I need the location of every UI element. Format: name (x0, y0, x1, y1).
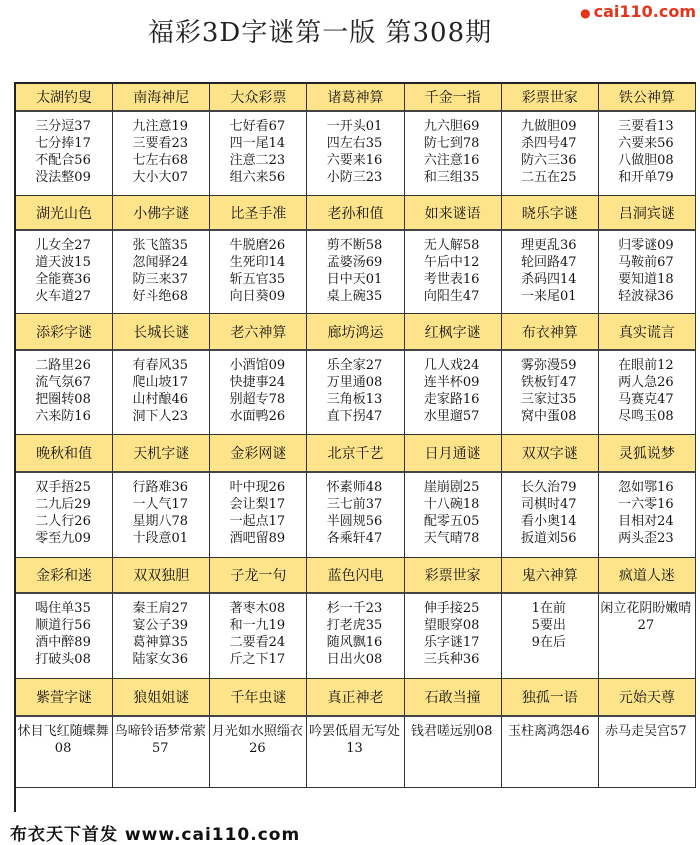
riddle-cell (599, 594, 696, 679)
riddle-line: 二人行26 (35, 514, 91, 529)
column-header: 老六神算 (210, 314, 307, 351)
riddle-line: 5要出 (531, 618, 566, 633)
riddle-cell (210, 231, 307, 314)
riddle-cell (405, 717, 502, 788)
riddle-line: 道天波15 (35, 255, 91, 270)
riddle-cell (16, 473, 113, 558)
riddle-cell (307, 473, 404, 558)
riddle-line: 酒吧留89 (229, 531, 286, 546)
site-logo-text: cai110.com (593, 2, 696, 21)
riddle-line: 午后中12 (423, 255, 480, 270)
riddle-line: 四一尾14 (229, 136, 286, 151)
riddle-line: 张飞篮35 (132, 238, 188, 253)
riddle-line: 著枣木08 (229, 601, 286, 616)
riddle-line: 水里遛57 (423, 409, 480, 424)
column-header: 布衣神算 (502, 314, 599, 351)
riddle-cell (502, 351, 599, 435)
riddle-cell (307, 351, 404, 435)
column-header: 长城长谜 (113, 314, 210, 351)
riddle-cell (113, 351, 210, 435)
riddle-line: 宴公子39 (132, 618, 188, 633)
riddle-cell (210, 473, 307, 558)
riddle-line: 会让梨17 (229, 497, 286, 512)
page-title: 福彩3D字谜第一版 第308期 (147, 18, 493, 48)
column-header: 红枫字谜 (405, 314, 502, 351)
riddle-line: 长久治79 (521, 480, 577, 495)
riddle-line: 不配合56 (35, 153, 91, 168)
riddle-cell (307, 231, 404, 314)
column-header: 真正神老 (307, 679, 404, 717)
column-header: 诸葛神算 (307, 84, 404, 112)
riddle-line: 十段意01 (132, 531, 188, 546)
riddle-cell (16, 112, 113, 196)
riddle-line: 雾弥漫59 (521, 358, 577, 373)
riddle-line: 理更乱36 (521, 238, 577, 253)
riddle-line: 崖崩剧25 (423, 480, 480, 495)
riddle-line: 零至九09 (35, 531, 91, 546)
riddle-line: 七分捧17 (35, 136, 91, 151)
riddle-cell (599, 351, 696, 435)
column-header: 铁公神算 (599, 84, 696, 112)
column-header: 太湖钓叟 (16, 84, 113, 112)
column-header: 独孤一语 (502, 679, 599, 717)
column-header: 双双字谜 (502, 435, 599, 473)
riddle-line: 一来尾01 (521, 289, 577, 304)
riddle-cell (599, 717, 696, 788)
riddle-cell (16, 594, 113, 679)
riddle-line: 万里通08 (326, 375, 383, 390)
riddle-cell (502, 717, 599, 788)
riddle-line: 三要看23 (132, 136, 188, 151)
column-header: 比圣手准 (210, 196, 307, 231)
riddle-line: 陆家女36 (132, 652, 188, 667)
riddle-cell (405, 112, 502, 196)
footer-credit: 布衣天下首发 www.cai110.com (10, 825, 301, 845)
column-header: 疯道人迷 (599, 558, 696, 594)
riddle-line: 扳道刘56 (521, 531, 577, 546)
riddle-line: 各乘轩47 (326, 531, 383, 546)
riddle-line: 二五在25 (521, 170, 577, 185)
riddle-line: 七左右68 (132, 153, 188, 168)
column-header: 添彩字谜 (16, 314, 113, 351)
riddle-line: 月光如水照缁衣26 (211, 724, 303, 756)
riddle-cell (502, 594, 599, 679)
riddle-line: 小防三23 (326, 170, 383, 185)
riddle-line: 防三来37 (132, 272, 188, 287)
riddle-cell (599, 112, 696, 196)
column-header: 彩票世家 (405, 558, 502, 594)
column-header: 紫萱字谜 (16, 679, 113, 717)
riddle-line: 考世表16 (423, 272, 480, 287)
column-header: 真实谎言 (599, 314, 696, 351)
column-header: 狼姐姐谜 (113, 679, 210, 717)
column-header: 晓乐字谜 (502, 196, 599, 231)
riddle-line: 铁板钉47 (521, 375, 577, 390)
riddle-line: 配零五05 (423, 514, 480, 529)
riddle-line: 行路难36 (132, 480, 188, 495)
riddle-line: 桌上碗35 (326, 289, 383, 304)
riddle-line: 六要来56 (618, 136, 674, 151)
riddle-line: 九做胆09 (521, 119, 577, 134)
riddle-line: 牛脱磨26 (229, 238, 286, 253)
riddle-line: 六来防16 (35, 409, 91, 424)
riddle-line: 三兵种36 (423, 652, 480, 667)
riddle-cell (405, 473, 502, 558)
riddle-line: 孟婆汤69 (326, 255, 383, 270)
riddle-line: 看小奥14 (521, 514, 577, 529)
riddle-line: 杀四号47 (521, 136, 577, 151)
column-header: 元始天尊 (599, 679, 696, 717)
column-header: 天机字谜 (113, 435, 210, 473)
riddle-line: 三家过35 (521, 392, 577, 407)
riddle-line: 十八碗18 (423, 497, 480, 512)
riddle-line: 闲立花阴盼嫩晴27 (600, 601, 692, 633)
riddle-line: 和一九19 (229, 618, 286, 633)
riddle-cell (210, 717, 307, 788)
column-header: 子龙一句 (210, 558, 307, 594)
riddle-line: 水面鸭26 (229, 409, 286, 424)
column-header: 灵狐说梦 (599, 435, 696, 473)
riddle-line: 组六来56 (229, 170, 286, 185)
riddle-line: 和开单79 (618, 170, 674, 185)
riddle-cell (16, 231, 113, 314)
column-header: 大众彩票 (210, 84, 307, 112)
riddle-line: 日出火08 (326, 652, 383, 667)
riddle-line: 杉一千23 (326, 601, 383, 616)
column-header: 日月通谜 (405, 435, 502, 473)
riddle-line: 星期八78 (132, 514, 188, 529)
riddle-line: 吟罢低眉无写处13 (308, 724, 400, 756)
riddle-line: 斩五官35 (229, 272, 286, 287)
riddle-cell (307, 112, 404, 196)
column-header: 如来谜语 (405, 196, 502, 231)
riddle-line: 生死印14 (229, 255, 286, 270)
riddle-line: 一起点17 (229, 514, 286, 529)
riddle-line: 二要看24 (229, 635, 286, 650)
riddle-line: 洞下人23 (132, 409, 188, 424)
riddle-line: 八做胆08 (618, 153, 674, 168)
riddle-line: 一开头01 (326, 119, 383, 134)
column-header: 彩票世家 (502, 84, 599, 112)
riddle-line: 三分逗37 (35, 119, 91, 134)
riddle-line: 四左右35 (326, 136, 383, 151)
riddle-line: 打破头08 (35, 652, 91, 667)
riddle-line: 全能赛36 (35, 272, 91, 287)
riddle-line: 乐全家27 (326, 358, 383, 373)
logo-mark-icon: ● (580, 6, 591, 20)
riddle-cell (599, 473, 696, 558)
riddle-line: 鸟啼铃语梦常萦57 (114, 724, 206, 756)
riddle-line: 小酒馆09 (229, 358, 286, 373)
column-header: 石敢当撞 (405, 679, 502, 717)
column-header: 小佛字谜 (113, 196, 210, 231)
riddle-line: 打老虎35 (326, 618, 383, 633)
riddle-cell (599, 231, 696, 314)
riddle-line: 忽如鄂16 (618, 480, 674, 495)
riddle-cell (405, 594, 502, 679)
riddle-cell (307, 717, 404, 788)
riddle-line: 赤马走吴宫57 (605, 724, 687, 739)
riddle-line: 没法整09 (35, 170, 91, 185)
riddle-line: 二路里26 (35, 358, 91, 373)
riddle-cell (502, 473, 599, 558)
riddle-line: 直下拐47 (326, 409, 383, 424)
riddle-line: 山村酿46 (132, 392, 188, 407)
riddle-line: 注意二23 (229, 153, 286, 168)
riddle-cell (16, 717, 113, 788)
riddle-line: 防六三36 (521, 153, 577, 168)
riddle-line: 马鞍前67 (618, 255, 674, 270)
column-header: 千年虫谜 (210, 679, 307, 717)
riddle-line: 忽闻驿24 (132, 255, 188, 270)
riddle-cell (210, 112, 307, 196)
riddle-line: 把圈转08 (35, 392, 91, 407)
column-header: 蓝色闪电 (307, 558, 404, 594)
riddle-line: 怀素师48 (326, 480, 383, 495)
riddle-line: 望眼穿08 (423, 618, 480, 633)
riddle-line: 秦王肩27 (132, 601, 188, 616)
riddle-cell (210, 351, 307, 435)
riddle-cell (16, 351, 113, 435)
column-header: 湖光山色 (16, 196, 113, 231)
riddle-line: 一人气17 (132, 497, 188, 512)
riddle-line: 两头歪23 (618, 531, 674, 546)
riddle-line: 随风飘16 (326, 635, 383, 650)
riddle-line: 六注意16 (423, 153, 480, 168)
riddle-cell (405, 231, 502, 314)
riddle-line: 9在后 (531, 635, 566, 650)
riddle-line: 怵目飞红随蝶舞08 (17, 724, 109, 756)
riddle-line: 杀码四14 (521, 272, 577, 287)
column-header: 金彩网谜 (210, 435, 307, 473)
riddle-line: 酒中醉89 (35, 635, 91, 650)
riddle-line: 斤之下17 (229, 652, 286, 667)
riddle-line: 儿女全27 (35, 238, 91, 253)
riddle-line: 目相对24 (618, 514, 674, 529)
riddle-line: 好斗绝68 (132, 289, 188, 304)
riddle-line: 要知道18 (618, 272, 674, 287)
riddle-line: 流气氛67 (35, 375, 91, 390)
riddle-line: 火车道27 (35, 289, 91, 304)
riddle-line: 无人解58 (423, 238, 480, 253)
riddle-line: 尽鸣玉08 (618, 409, 674, 424)
riddle-line: 双手捂25 (35, 480, 91, 495)
riddle-line: 剪不断58 (326, 238, 383, 253)
riddle-line: 别超专78 (229, 392, 286, 407)
site-logo[interactable] (580, 2, 696, 21)
riddle-line: 七好看67 (229, 119, 286, 134)
riddle-line: 防七到78 (423, 136, 480, 151)
riddle-line: 三七前37 (326, 497, 383, 512)
riddle-cell (113, 473, 210, 558)
riddle-line: 玉柱离鸿怨46 (508, 724, 590, 739)
riddle-cell (113, 112, 210, 196)
riddle-line: 二九后29 (35, 497, 91, 512)
riddle-line: 向日葵09 (229, 289, 286, 304)
riddle-line: 在眼前12 (618, 358, 674, 373)
riddle-line: 马赛克47 (618, 392, 674, 407)
riddle-line: 大小大07 (132, 170, 188, 185)
riddle-line: 伸手接25 (423, 601, 480, 616)
riddle-cell (502, 112, 599, 196)
riddle-line: 乐字谜17 (423, 635, 480, 650)
riddle-line: 1在前 (531, 601, 566, 616)
riddle-line: 轮回路47 (521, 255, 577, 270)
riddle-line: 顺道行56 (35, 618, 91, 633)
riddle-line: 钱君嗟远别08 (410, 724, 493, 739)
riddle-line: 走家路16 (423, 392, 480, 407)
column-header: 北京千艺 (307, 435, 404, 473)
riddle-cell (113, 231, 210, 314)
riddle-line: 两人急26 (618, 375, 674, 390)
riddle-cell (405, 351, 502, 435)
riddle-line: 轻波禄36 (618, 289, 674, 304)
riddle-line: 窝中蛋08 (521, 409, 577, 424)
riddle-line: 一六零16 (618, 497, 674, 512)
column-header: 南海神尼 (113, 84, 210, 112)
riddle-table (14, 82, 696, 812)
column-header: 鬼六神算 (502, 558, 599, 594)
riddle-line: 有春风35 (132, 358, 188, 373)
column-header: 廊坊鸿运 (307, 314, 404, 351)
column-header: 老孙和值 (307, 196, 404, 231)
column-header: 千金一指 (405, 84, 502, 112)
riddle-cell (113, 717, 210, 788)
riddle-line: 司棋时47 (521, 497, 577, 512)
riddle-line: 三角板13 (326, 392, 383, 407)
riddle-cell (210, 594, 307, 679)
riddle-line: 六要来16 (326, 153, 383, 168)
riddle-line: 爬山坡17 (132, 375, 188, 390)
riddle-cell (307, 594, 404, 679)
riddle-line: 半圆规56 (326, 514, 383, 529)
column-header: 吕洞宾谜 (599, 196, 696, 231)
riddle-line: 日中天01 (326, 272, 383, 287)
riddle-line: 连半杯09 (423, 375, 480, 390)
column-header: 晚秋和值 (16, 435, 113, 473)
riddle-line: 归零谜09 (618, 238, 674, 253)
riddle-line: 向阳生47 (423, 289, 480, 304)
riddle-line: 快捷事24 (229, 375, 286, 390)
riddle-line: 九注意19 (132, 119, 188, 134)
riddle-line: 喝住单35 (35, 601, 91, 616)
column-header: 金彩和迷 (16, 558, 113, 594)
riddle-line: 三要看13 (618, 119, 674, 134)
riddle-line: 葛神算35 (132, 635, 188, 650)
riddle-cell (113, 594, 210, 679)
riddle-cell (502, 231, 599, 314)
column-header: 双双独胆 (113, 558, 210, 594)
riddle-line: 九六胆69 (423, 119, 480, 134)
riddle-line: 和三组35 (423, 170, 480, 185)
riddle-line: 叶中现26 (229, 480, 286, 495)
riddle-line: 几人戏24 (423, 358, 480, 373)
riddle-line: 天气晴78 (423, 531, 480, 546)
